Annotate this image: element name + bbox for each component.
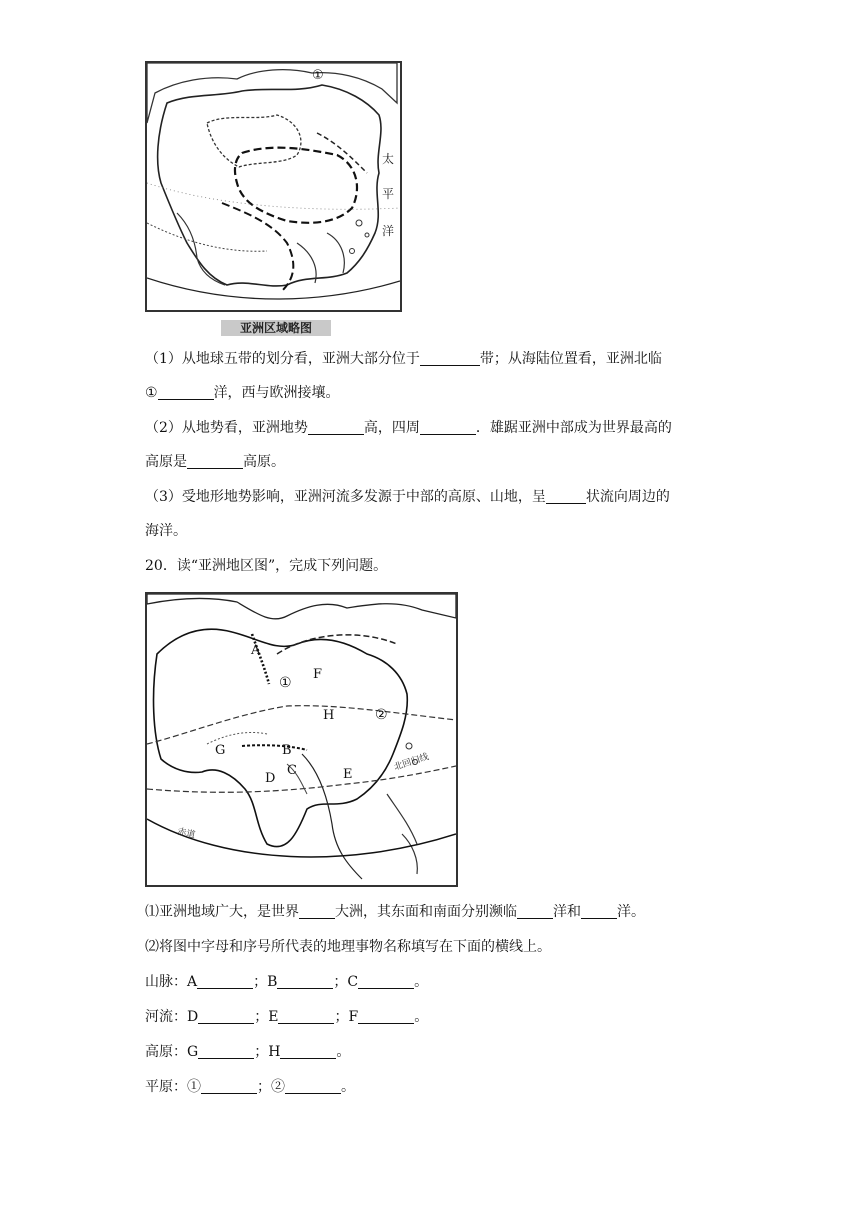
q19-part1-line2 bbox=[145, 383, 340, 403]
blank-mountain-b[interactable] bbox=[277, 972, 333, 989]
q19-blank-north-ocean[interactable] bbox=[158, 383, 214, 400]
q19-blank-river-pattern[interactable] bbox=[546, 487, 586, 504]
q19-part1-text-d: 洋，西与欧洲接壤。 bbox=[213, 385, 340, 401]
q20-part1-text-b: 大洲，其东面和南面分别濒临 bbox=[335, 904, 517, 920]
q19-part2-text-b: 高，四周 bbox=[363, 420, 420, 436]
q20-part1 bbox=[145, 902, 645, 922]
map2-label-plain2: ② bbox=[375, 707, 388, 723]
blank-mountain-c[interactable] bbox=[358, 972, 414, 989]
q20-title: 20．读“亚洲地区图”，完成下列问题。 bbox=[145, 558, 388, 574]
q19-blank-plateau[interactable] bbox=[187, 452, 243, 469]
q19-part1-marker: ① bbox=[145, 385, 158, 401]
q20-rivers-line bbox=[145, 1007, 428, 1027]
q19-blank-terrain-edge[interactable] bbox=[420, 418, 476, 435]
asia-region-sketch-map bbox=[145, 61, 402, 312]
map2-label-h: H bbox=[323, 708, 335, 723]
map1-ocean-char-3: 洋 bbox=[382, 224, 395, 238]
blank-plateau-h[interactable] bbox=[280, 1042, 336, 1059]
blank-river-f[interactable] bbox=[358, 1007, 414, 1024]
sep-4: ； bbox=[334, 1009, 349, 1025]
q19-part3-text-c: 海洋。 bbox=[145, 523, 187, 539]
map2-label-plain1: ① bbox=[279, 675, 292, 691]
asia-map-1-drawing bbox=[147, 63, 400, 310]
q19-part2-line1 bbox=[145, 418, 672, 438]
map2-label-c: C bbox=[287, 763, 297, 778]
q19-part3-line2 bbox=[145, 521, 187, 541]
q20-plains-line bbox=[145, 1077, 355, 1097]
map1-caption: 亚洲区域略图 bbox=[221, 320, 331, 336]
river-e-label: E bbox=[268, 1009, 279, 1025]
sep-1: ； bbox=[253, 974, 268, 990]
map1-ocean-char-1: 太 bbox=[382, 152, 395, 166]
map2-label-e: E bbox=[343, 767, 353, 782]
end-1: 。 bbox=[414, 974, 429, 990]
q20-blank-east-ocean[interactable] bbox=[517, 902, 553, 919]
blank-mountain-a[interactable] bbox=[197, 972, 253, 989]
q19-part2-text-e: 高原。 bbox=[243, 454, 285, 470]
blank-plain-2[interactable] bbox=[285, 1077, 341, 1094]
plateaus-label: 高原：G bbox=[145, 1044, 199, 1060]
q19-part2-text-c: ．雄踞亚洲中部成为世界最高的 bbox=[475, 420, 672, 436]
q19-part1-text-b: 带；从海陆位置看，亚洲北临 bbox=[479, 351, 662, 367]
q20-part1-text-a: ⑴亚洲地域广大，是世界 bbox=[145, 904, 299, 920]
sep-3: ； bbox=[254, 1009, 269, 1025]
blank-river-e[interactable] bbox=[278, 1007, 334, 1024]
sep-5: ； bbox=[254, 1044, 269, 1060]
map2-label-d: D bbox=[265, 771, 276, 786]
mountain-c-label: C bbox=[347, 974, 359, 990]
sep-6: ； bbox=[257, 1079, 271, 1095]
q19-part1-line1 bbox=[145, 349, 662, 369]
blank-plain-1[interactable] bbox=[201, 1077, 257, 1094]
q19-part1-text-a: （1）从地球五带的划分看，亚洲大部分位于 bbox=[145, 351, 420, 367]
asia-region-map bbox=[145, 592, 458, 887]
q19-part3-text-b: 状流向周边的 bbox=[585, 489, 670, 505]
map2-label-f: F bbox=[313, 667, 323, 682]
q19-blank-climate-zone[interactable] bbox=[420, 349, 480, 366]
q20-mountains-line bbox=[145, 972, 428, 992]
q19-part3-text-a: （3）受地形地势影响，亚洲河流多发源于中部的高原、山地，呈 bbox=[145, 489, 546, 505]
q19-blank-terrain-center[interactable] bbox=[308, 418, 364, 435]
end-2: 。 bbox=[414, 1009, 429, 1025]
blank-plateau-g[interactable] bbox=[198, 1042, 254, 1059]
plain-2-label: ② bbox=[271, 1079, 285, 1095]
mountain-b-label: B bbox=[267, 974, 278, 990]
sep-2: ； bbox=[333, 974, 348, 990]
rivers-label: 河流：D bbox=[145, 1009, 199, 1025]
map2-label-equator: 赤道 bbox=[176, 827, 197, 841]
map2-label-tropic: 北回归线 bbox=[392, 752, 431, 773]
q19-part3-line1 bbox=[145, 487, 670, 507]
q20-part1-text-d: 洋。 bbox=[617, 904, 645, 920]
end-4: 。 bbox=[341, 1079, 355, 1095]
asia-map-2-drawing bbox=[147, 594, 456, 885]
q20-blank-south-ocean[interactable] bbox=[581, 902, 617, 919]
q20-part2: ⑵将图中字母和序号所代表的地理事物名称填写在下面的横线上。 bbox=[145, 939, 551, 955]
map2-label-g: G bbox=[215, 743, 226, 758]
map2-label-b: B bbox=[282, 743, 292, 758]
q20-plateaus-line bbox=[145, 1042, 350, 1062]
plains-label: 平原：① bbox=[145, 1079, 201, 1095]
q20-blank-rank[interactable] bbox=[299, 902, 335, 919]
map1-ocean-char-2: 平 bbox=[382, 187, 395, 201]
map1-marker: ① bbox=[312, 68, 324, 83]
q19-part2-text-d: 高原是 bbox=[145, 454, 187, 470]
river-f-label: F bbox=[348, 1009, 359, 1025]
map2-label-a: A bbox=[251, 643, 261, 658]
end-3: 。 bbox=[336, 1044, 351, 1060]
q20-part1-text-c: 洋和 bbox=[553, 904, 581, 920]
q19-part2-text-a: （2）从地势看，亚洲地势 bbox=[145, 420, 308, 436]
plateau-h-label: H bbox=[268, 1044, 281, 1060]
q19-part2-line2 bbox=[145, 452, 285, 472]
blank-river-d[interactable] bbox=[198, 1007, 254, 1024]
mountains-label: 山脉：A bbox=[145, 974, 198, 990]
